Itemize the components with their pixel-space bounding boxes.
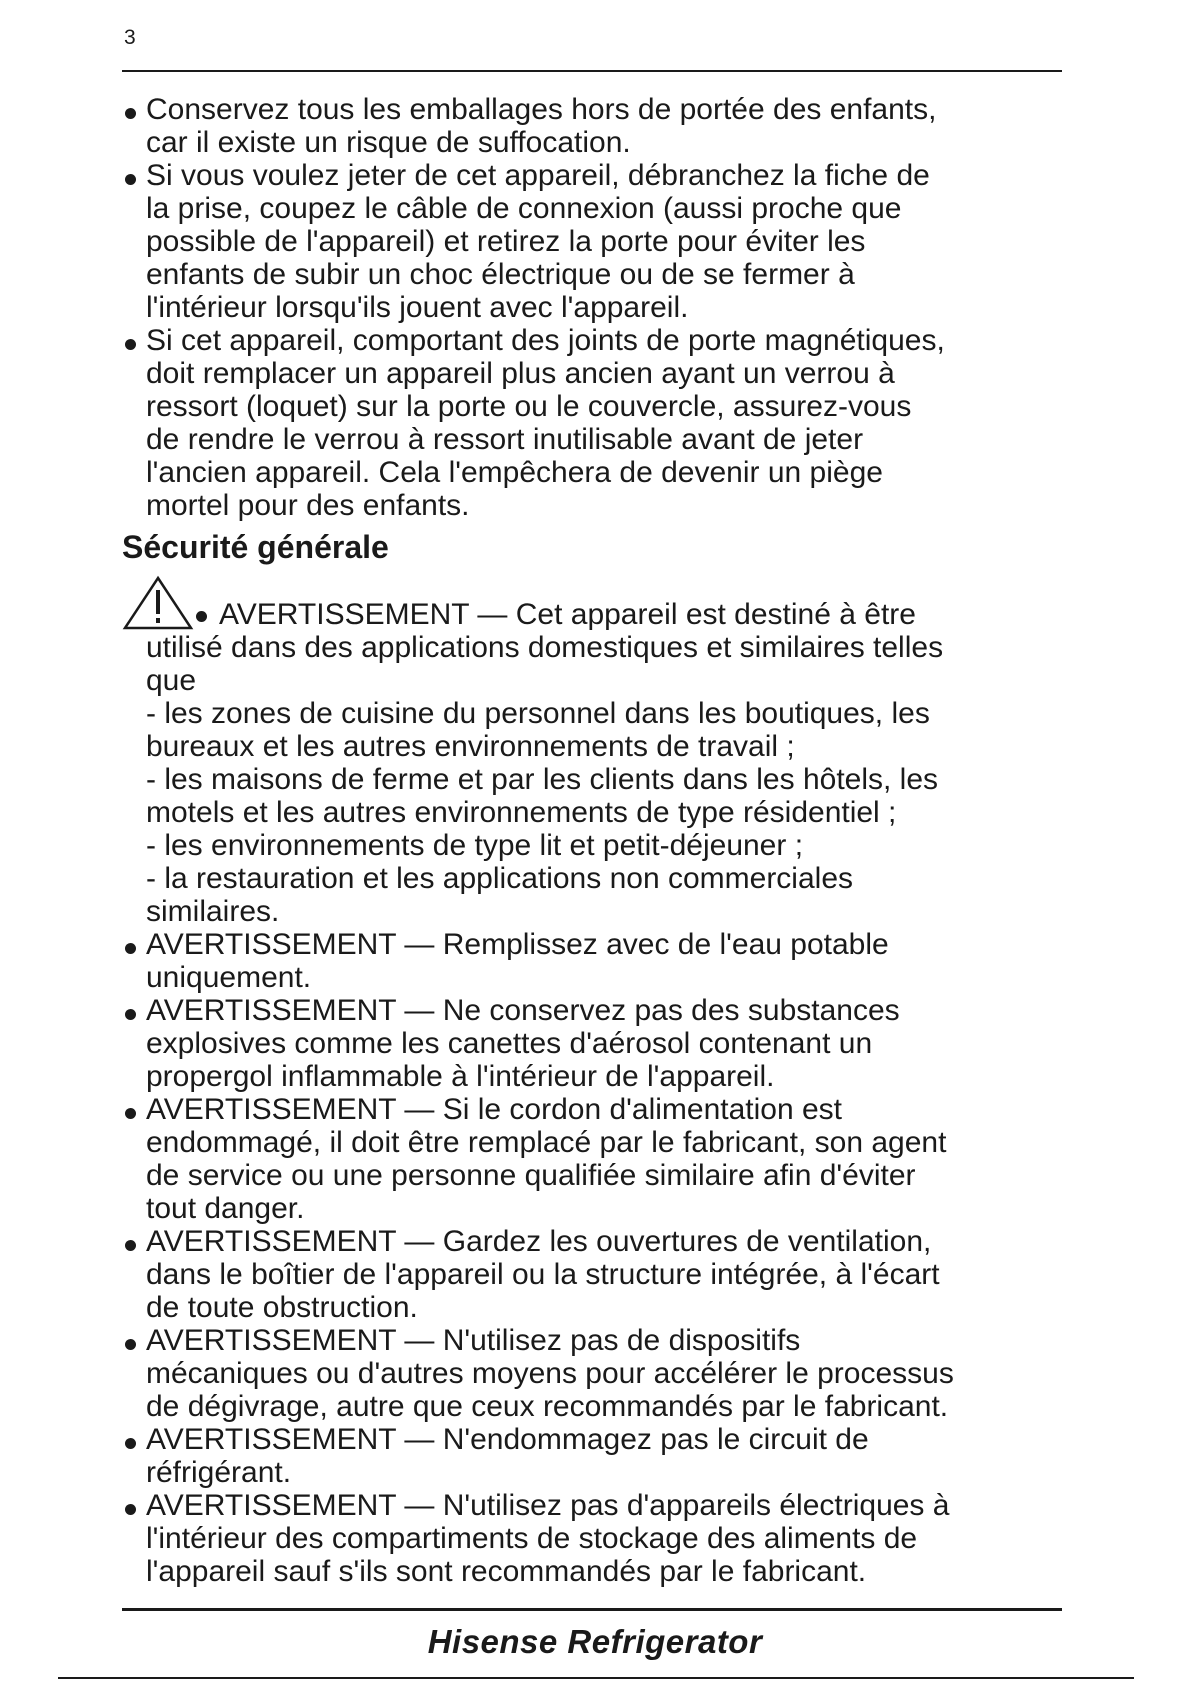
bullet-line: tout danger. bbox=[146, 1192, 305, 1225]
bullet-item bbox=[122, 1324, 1072, 1423]
bullet-line: AVERTISSEMENT — Gardez les ouvertures de ventilation, bbox=[146, 1225, 932, 1258]
bullet-item bbox=[122, 1225, 1072, 1324]
bullet-item bbox=[122, 928, 1072, 994]
bullet-line: mortel pour des enfants. bbox=[146, 489, 470, 522]
bullet-line: uniquement. bbox=[146, 961, 312, 994]
bullet-line: AVERTISSEMENT — Si le cordon d'alimentation est bbox=[146, 1093, 843, 1126]
bullet-line: propergol inflammable à l'intérieur de l'appareil. bbox=[146, 1060, 775, 1093]
bullet-list-top bbox=[122, 93, 1072, 522]
bullet-line: l'intérieur des compartiments de stockage des aliments de bbox=[146, 1522, 918, 1555]
bullet-line: Si cet appareil, comportant des joints de porte magnétiques, bbox=[146, 324, 945, 357]
warning-line: - les maisons de ferme et par les clients dans les hôtels, les bbox=[146, 763, 939, 796]
bullet-item bbox=[122, 1093, 1072, 1225]
warning-first-line bbox=[122, 575, 1072, 631]
bullet-line: enfants de subir un choc électrique ou de se fermer à bbox=[146, 258, 855, 291]
section-heading: Sécurité générale bbox=[122, 529, 389, 565]
bullet-line: explosives comme les canettes d'aérosol contenant un bbox=[146, 1027, 873, 1060]
bullet-item bbox=[122, 93, 1072, 159]
bullet-line: l'ancien appareil. Cela l'empêchera de devenir un piège bbox=[146, 456, 883, 489]
bullet-line: de rendre le verrou à ressort inutilisable avant de jeter bbox=[146, 423, 864, 456]
bullet-line: l'appareil sauf s'ils sont recommandés par le fabricant. bbox=[146, 1555, 867, 1588]
warning-line: bureaux et les autres environnements de travail ; bbox=[146, 730, 795, 763]
bullet-line: ressort (loquet) sur la porte ou le couvercle, assurez-vous bbox=[146, 390, 912, 423]
bullet-line: mécaniques ou d'autres moyens pour accélérer le processus bbox=[146, 1357, 954, 1390]
bullet-item bbox=[122, 1423, 1072, 1489]
bullet-line: l'intérieur lorsqu'ils jouent avec l'appareil. bbox=[146, 291, 689, 324]
bullet-line: AVERTISSEMENT — N'utilisez pas de dispositifs bbox=[146, 1324, 801, 1357]
bullet-line: possible de l'appareil) et retirez la porte pour éviter les bbox=[146, 225, 866, 258]
warning-triangle-icon bbox=[122, 575, 194, 631]
footer-brand: Hisense Refrigerator bbox=[427, 1623, 763, 1660]
bullet-line: doit remplacer un appareil plus ancien ayant un verrou à bbox=[146, 357, 895, 390]
page-content bbox=[122, 93, 1072, 1588]
warning-line: - les zones de cuisine du personnel dans les boutiques, les bbox=[146, 697, 930, 730]
page-number: 3 bbox=[124, 26, 136, 49]
bullet-line: Conservez tous les emballages hors de portée des enfants, bbox=[146, 93, 937, 126]
page-edge-rule bbox=[58, 1677, 1134, 1679]
warning-line: motels et les autres environnements de type résidentiel ; bbox=[146, 796, 897, 829]
bullet-item bbox=[122, 1489, 1072, 1588]
warning-paragraph bbox=[122, 575, 1072, 928]
bullet-line: AVERTISSEMENT — N'utilisez pas d'appareils électriques à bbox=[146, 1489, 950, 1522]
bullet-line: la prise, coupez le câble de connexion (aussi proche que bbox=[146, 192, 902, 225]
bullet-line: endommagé, il doit être remplacé par le fabricant, son agent bbox=[146, 1126, 947, 1159]
bullet-line: réfrigérant. bbox=[146, 1456, 292, 1489]
bullet-line: dans le boîtier de l'appareil ou la structure intégrée, à l'écart bbox=[146, 1258, 940, 1291]
warning-line: similaires. bbox=[146, 895, 280, 928]
bullet-line: AVERTISSEMENT — Remplissez avec de l'eau potable bbox=[146, 928, 889, 961]
bullet-line: AVERTISSEMENT — Ne conservez pas des substances bbox=[146, 994, 900, 1027]
footer-rule bbox=[122, 1608, 1062, 1611]
bullet-line: de dégivrage, autre que ceux recommandés par le fabricant. bbox=[146, 1390, 949, 1423]
bullet-item bbox=[122, 324, 1072, 522]
bullet-line: de toute obstruction. bbox=[146, 1291, 418, 1324]
warning-line: - la restauration et les applications non commerciales bbox=[146, 862, 854, 895]
bullet-item bbox=[122, 159, 1072, 324]
warning-first-text: AVERTISSEMENT — Cet appareil est destiné à être bbox=[219, 598, 916, 631]
bullet-line: car il existe un risque de suffocation. bbox=[146, 126, 631, 159]
bullet-dot bbox=[196, 611, 207, 622]
bullet-line: AVERTISSEMENT — N'endommagez pas le circuit de bbox=[146, 1423, 869, 1456]
warning-line: - les environnements de type lit et petit-déjeuner ; bbox=[146, 829, 804, 862]
warning-line: utilisé dans des applications domestiques et similaires telles bbox=[146, 631, 944, 664]
warning-line: que bbox=[146, 664, 197, 697]
bullet-item bbox=[122, 994, 1072, 1093]
header-rule bbox=[122, 70, 1062, 72]
warning-lines bbox=[146, 631, 1072, 928]
bullet-line: de service ou une personne qualifiée similaire afin d'éviter bbox=[146, 1159, 916, 1192]
bullet-list-bottom bbox=[122, 928, 1072, 1588]
bullet-line: Si vous voulez jeter de cet appareil, débranchez la fiche de bbox=[146, 159, 930, 192]
